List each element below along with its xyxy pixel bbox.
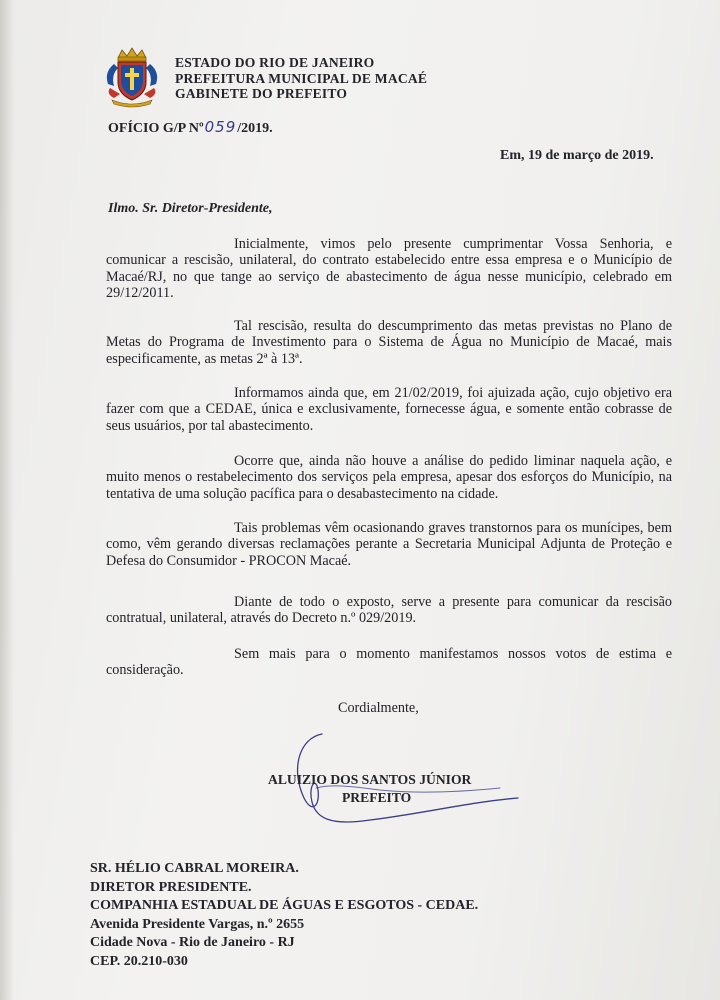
body-paragraph-5: Tais problemas vêm ocasionando graves transtornos para os munícipes, bem como, vêm gerando diversas reclamações perante a Secretaria Municipal Adjunta de Proteção e Defesa do Consumidor - PROCON Macaé. <box>106 520 672 569</box>
letter-date: Em, 19 de março de 2019. <box>500 148 654 163</box>
recipient-name: SR. HÉLIO CABRAL MOREIRA. <box>90 861 299 876</box>
municipal-coat-of-arms-icon <box>100 44 164 108</box>
salutation: Ilmo. Sr. Diretor-Presidente, <box>108 201 273 216</box>
page-edge-shadow <box>0 0 14 1000</box>
letterhead-office: GABINETE DO PREFEITO <box>175 86 348 101</box>
body-paragraph-7: Sem mais para o momento manifestamos nossos votos de estima e consideração. <box>106 646 672 679</box>
body-paragraph-4: Ocorre que, ainda não houve a análise do pedido liminar naquela ação, e muito menos o restabelecimento dos serviços pela empresa, apesar dos esforços do Município, na tentativa de uma solução pacífica para o desabastecimento na cidade. <box>106 453 672 502</box>
body-paragraph-6: Diante de todo o exposto, serve a presente para comunicar da rescisão contratual, unilateral, através do Decreto n.º 029/2019. <box>106 594 672 627</box>
oficio-handwritten-number: 059 <box>204 118 237 136</box>
recipient-postal-code: CEP. 20.210-030 <box>90 953 188 969</box>
signer-name: ALUIZIO DOS SANTOS JÚNIOR <box>268 772 472 787</box>
closing: Cordialmente, <box>338 700 419 716</box>
oficio-prefix: OFÍCIO G/P Nº <box>108 121 204 136</box>
recipient-company: COMPANHIA ESTADUAL DE ÁGUAS E ESGOTOS - CEDAE. <box>90 898 479 914</box>
recipient-city: Cidade Nova - Rio de Janeiro - RJ <box>90 935 295 951</box>
letterhead-city-hall: PREFEITURA MUNICIPAL DE MACAÉ <box>175 70 428 86</box>
letterhead <box>175 55 427 102</box>
oficio-year: /2019. <box>237 121 273 136</box>
oficio-reference <box>108 118 273 137</box>
recipient-block <box>90 860 478 972</box>
signer-role: PREFEITO <box>342 790 412 805</box>
body-paragraph-1: Inicialmente, vimos pelo presente cumprimentar Vossa Senhoria, e comunicar a rescisão, unilateral, do contrato estabelecido entre essa empresa e o Município de Macaé/RJ, no que tange ao serviço de abastecimento de água nesse município, celebrado em 29/12/2011. <box>106 236 672 302</box>
recipient-street: Avenida Presidente Vargas, n.º 2655 <box>90 916 305 932</box>
letterhead-state: ESTADO DO RIO DE JANEIRO <box>175 55 375 70</box>
body-paragraph-3: Informamos ainda que, em 21/02/2019, foi ajuizada ação, cujo objetivo era fazer com que a CEDAE, única e exclusivamente, fornecesse água, e somente então cobrasse de seus usuários, por tal abastecimento. <box>106 385 672 434</box>
recipient-title: DIRETOR PRESIDENTE. <box>90 879 252 895</box>
body-paragraph-2: Tal rescisão, resulta do descumprimento das metas previstas no Plano de Metas do Programa de Investimento para o Sistema de Água no Município de Macaé, mais especificamente, as metas 2ª à 13ª. <box>106 318 672 367</box>
